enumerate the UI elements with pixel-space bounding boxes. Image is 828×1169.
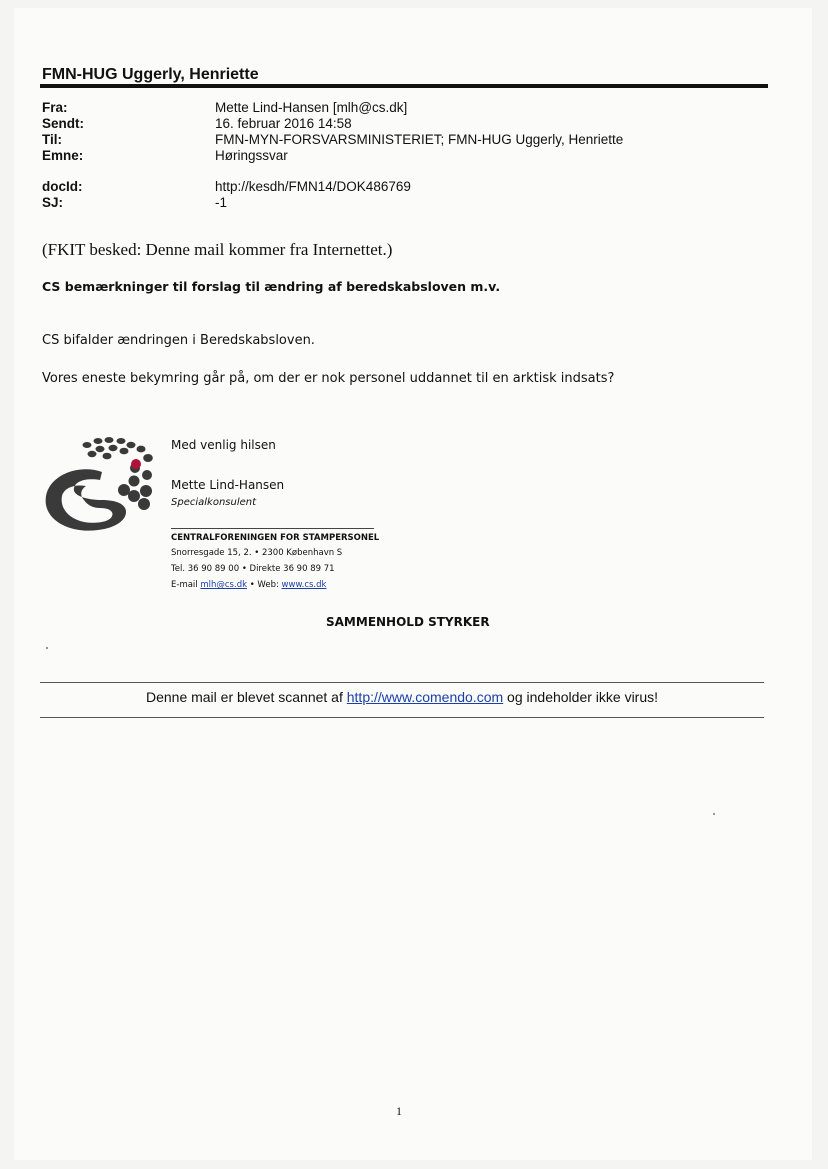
signature-web-prefix: • Web: [249,580,279,590]
meta-label-to: Til: [42,132,62,147]
signature-web-link[interactable]: www.cs.dk [281,580,327,590]
meta-value-sent: 16. februar 2016 14:58 [215,116,352,131]
scan-speck [713,813,715,815]
meta-label-docid: docId: [42,179,83,194]
scan-rule-top [40,682,764,683]
body-paragraph-1: CS bifalder ændringen i Beredskabsloven. [42,333,315,348]
meta-value-sj: -1 [215,195,228,210]
signature-motto: SAMMENHOLD STYRKER [326,615,490,629]
signature-email-prefix: E-mail [171,580,198,590]
signature-divider [171,528,374,529]
internet-notice: (FKIT besked: Denne mail kommer fra Internettet.) [42,240,393,259]
scan-suffix: og indeholder ikke virus! [507,689,659,705]
body-paragraph-2: Vores eneste bekymring går på, om der er nok personel uddannet til en arktisk indsats? [42,371,615,386]
scan-speck [46,647,48,649]
email-subject-heading: CS bemærkninger til forslag til ændring af beredskabsloven m.v. [42,279,501,294]
signature-org: CENTRALFORENINGEN FOR STAMPERSONEL [171,533,380,543]
virus-scan-notice [40,689,764,705]
cs-logo-icon [40,434,158,538]
page-number: 1 [396,1104,402,1118]
meta-label-subject: Emne: [42,148,84,163]
signature-contact-line [171,580,326,590]
meta-value-from: Mette Lind-Hansen [mlh@cs.dk] [215,100,408,115]
document-header-name: FMN-HUG Uggerly, Henriette [42,66,259,83]
scan-link[interactable]: http://www.comendo.com [346,689,504,705]
signature-greeting: Med venlig hilsen [171,438,276,452]
meta-label-sent: Sendt: [42,116,84,131]
document-page [14,8,812,1160]
meta-label-from: Fra: [42,100,68,115]
meta-value-to: FMN-MYN-FORSVARSMINISTERIET; FMN-HUG Uggerly, Henriette [215,132,624,147]
signature-title: Specialkonsulent [171,497,257,508]
signature-name: Mette Lind-Hansen [171,478,285,492]
meta-value-docid: http://kesdh/FMN14/DOK486769 [215,179,411,194]
scan-rule-bottom [40,717,764,718]
scan-prefix: Denne mail er blevet scannet af [145,689,343,705]
meta-value-subject: Høringssvar [215,148,288,163]
meta-label-sj: SJ: [42,195,64,210]
signature-email-link[interactable]: mlh@cs.dk [200,580,248,590]
header-rule [40,84,768,88]
signature-address: Snorresgade 15, 2. • 2300 København S [171,548,343,558]
signature-phone: Tel. 36 90 89 00 • Direkte 36 90 89 71 [171,564,335,574]
